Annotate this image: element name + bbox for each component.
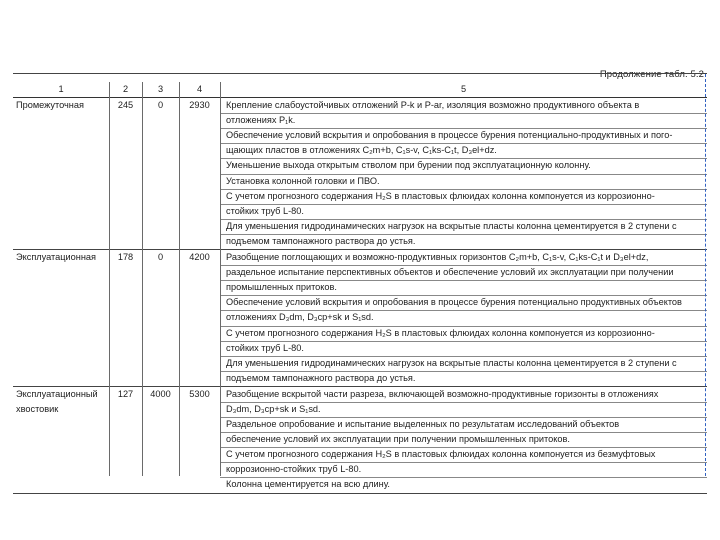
casing-diameter [109, 234, 142, 249]
casing-name [13, 447, 109, 462]
depth-top [142, 356, 179, 371]
casing-name [13, 356, 109, 371]
purpose-text: D₃dm, D₃cp+sk и S₁sd. [226, 403, 321, 414]
casing-diameter [109, 174, 142, 189]
casing-diameter [109, 310, 142, 325]
purpose-line-separator [220, 174, 707, 175]
table-row [13, 341, 707, 356]
depth-bottom [179, 204, 220, 219]
depth-top: 0 [157, 100, 164, 111]
depth-top [142, 204, 179, 219]
casing-name [13, 432, 109, 447]
depth-top [142, 143, 179, 158]
purpose-line-separator [220, 158, 707, 159]
header-col-3: 3 [142, 82, 179, 98]
casing-diameter [109, 219, 142, 234]
table-row [13, 113, 707, 128]
depth-bottom: 4200 [189, 252, 210, 263]
casing-diameter [109, 143, 142, 158]
depth-bottom [179, 371, 220, 386]
casing-diameter [109, 189, 142, 204]
purpose-line-separator [220, 113, 707, 114]
depth-bottom [179, 417, 220, 432]
table-row [13, 128, 707, 143]
purpose-line-separator [220, 326, 707, 327]
depth-bottom [179, 447, 220, 462]
table-row [13, 356, 707, 371]
casing-diameter [109, 295, 142, 310]
table-caption: Продолжение табл. 5.2 [599, 69, 704, 80]
casing-diameter [109, 326, 142, 341]
purpose-text: С учетом прогнозного содержания H₂S в пластовых флюидах колонна компонуется из коррозионно- [226, 190, 655, 201]
depth-bottom: 2930 [189, 100, 210, 111]
purpose-line-separator [220, 143, 707, 144]
purpose-line-separator [220, 402, 707, 403]
table-row [13, 189, 707, 204]
depth-bottom: 5300 [189, 388, 210, 399]
depth-bottom [179, 402, 220, 417]
section-3 [13, 386, 707, 493]
page-edge-dashed [705, 74, 706, 476]
casing-name [13, 219, 109, 234]
depth-bottom [179, 477, 220, 492]
purpose-text: подъемом тампонажного раствора до устья. [226, 235, 416, 246]
table-row [13, 204, 707, 219]
casing-name [13, 310, 109, 325]
purpose-line-separator [220, 189, 707, 190]
table-row [13, 310, 707, 325]
purpose-text: Разобщение поглощающих и возможно-продуктивных горизонтов C₂m+b, C₁s-v, C₁ks-C₁t и D₃el+dz, [226, 252, 649, 263]
purpose-text: Для уменьшения гидродинамических нагрузок на вскрытые пласты колонна цементируется в 2 ступени с [226, 357, 677, 368]
purpose-text: Крепление слабоустойчивых отложений P-k и P-ar, изоляция возможно продуктивного объекта в [226, 100, 640, 111]
casing-name [13, 280, 109, 295]
table-row [13, 280, 707, 295]
casing-name [13, 477, 109, 492]
casing-name: хвостовик [16, 403, 59, 414]
depth-top [142, 417, 179, 432]
depth-top [142, 447, 179, 462]
casing-name [13, 234, 109, 249]
purpose-line-separator [220, 265, 707, 266]
casing-diameter [109, 265, 142, 280]
depth-top [142, 310, 179, 325]
purpose-text: обеспечение условий их эксплуатации при получении промышленных притоков. [226, 434, 570, 445]
purpose-text: промышленных притоков. [226, 282, 337, 293]
purpose-text: отложениях D₃dm, D₃cp+sk и S₁sd. [226, 312, 374, 323]
depth-bottom [179, 189, 220, 204]
purpose-line-separator [220, 219, 707, 220]
depth-bottom [179, 219, 220, 234]
casing-diameter [109, 128, 142, 143]
casing-name [13, 113, 109, 128]
purpose-line-separator [220, 447, 707, 448]
depth-bottom [179, 462, 220, 477]
casing-name [13, 158, 109, 173]
casing-name [13, 174, 109, 189]
table-row [13, 143, 707, 158]
purpose-line-separator [220, 341, 707, 342]
table-row [13, 417, 707, 432]
purpose-line-separator [220, 417, 707, 418]
depth-bottom [179, 326, 220, 341]
depth-top [142, 477, 179, 492]
depth-bottom [179, 356, 220, 371]
depth-bottom [179, 341, 220, 356]
header-col-1: 1 [13, 82, 109, 98]
depth-top [142, 158, 179, 173]
casing-diameter [109, 402, 142, 417]
casing-diameter [109, 280, 142, 295]
purpose-text: стойких труб L-80. [226, 205, 304, 216]
table-row [13, 174, 707, 189]
table-row [13, 387, 707, 402]
col-divider-1 [109, 82, 110, 476]
casing-diameter [109, 371, 142, 386]
casing-diameter [109, 356, 142, 371]
col-divider-3 [179, 82, 180, 476]
depth-bottom [179, 113, 220, 128]
depth-top [142, 174, 179, 189]
casing-name [13, 128, 109, 143]
depth-top [142, 402, 179, 417]
purpose-text: щающих пластов в отложениях C₂m+b, C₁s-v, C₁ks-C₁t, D₃el+dz. [226, 145, 497, 156]
depth-bottom [179, 128, 220, 143]
purpose-text: Колонна цементируется на всю длину. [226, 479, 390, 490]
depth-bottom [179, 234, 220, 249]
casing-name [13, 265, 109, 280]
purpose-line-separator [220, 234, 707, 235]
purpose-line-separator [220, 280, 707, 281]
depth-top [142, 341, 179, 356]
purpose-text: С учетом прогнозного содержания H₂S в пластовых флюидах колонна компонуется из коррозионно- [226, 327, 655, 338]
depth-top [142, 189, 179, 204]
casing-diameter [109, 432, 142, 447]
table-row [13, 250, 707, 265]
depth-bottom [179, 158, 220, 173]
casing-name: Эксплуатационная [16, 252, 97, 263]
header-col-5: 5 [220, 82, 707, 98]
casing-diameter [109, 113, 142, 128]
depth-top [142, 113, 179, 128]
casing-name: Эксплуатационный [16, 388, 98, 399]
table-row [13, 477, 707, 492]
casing-name [13, 204, 109, 219]
section-1 [13, 98, 707, 249]
table-row [13, 219, 707, 234]
casing-name [13, 462, 109, 477]
casing-diameter [109, 204, 142, 219]
purpose-line-separator [220, 356, 707, 357]
table-row [13, 158, 707, 173]
purpose-line-separator [220, 310, 707, 311]
table-row [13, 462, 707, 477]
header-col-2: 2 [109, 82, 142, 98]
purpose-line-separator [220, 432, 707, 433]
table-row [13, 98, 707, 113]
table-row [13, 447, 707, 462]
depth-top [142, 371, 179, 386]
purpose-text: коррозионно-стойких труб L-80. [226, 464, 362, 475]
casing-name [13, 417, 109, 432]
purpose-text: Установка колонной головки и ПВО. [226, 175, 380, 186]
depth-top: 4000 [150, 388, 171, 399]
casing-diameter: 127 [117, 388, 134, 399]
purpose-line-separator [220, 128, 707, 129]
purpose-text: С учетом прогнозного содержания H₂S в пластовых флюидах колонна компонуется из безмуфтовых [226, 449, 656, 460]
depth-bottom [179, 280, 220, 295]
depth-top [142, 295, 179, 310]
col-divider-4 [220, 82, 221, 476]
casing-diameter [109, 158, 142, 173]
depth-top [142, 265, 179, 280]
depth-bottom [179, 310, 220, 325]
casing-name [13, 371, 109, 386]
casing-diameter: 245 [117, 100, 134, 111]
casing-name [13, 143, 109, 158]
casing-diameter [109, 462, 142, 477]
purpose-text: Раздельное опробование и испытание выделенных по результатам исследований объектов [226, 419, 620, 430]
casing-name [13, 341, 109, 356]
purpose-text: отложениях P₁k. [226, 115, 296, 126]
casing-name [13, 326, 109, 341]
depth-top [142, 462, 179, 477]
casing-diameter: 178 [117, 252, 134, 263]
table-header-row [13, 82, 707, 98]
purpose-text: подъемом тампонажного раствора до устья. [226, 372, 416, 383]
depth-top [142, 432, 179, 447]
table-row [13, 326, 707, 341]
section-2 [13, 249, 707, 386]
casing-diameter [109, 417, 142, 432]
depth-top [142, 219, 179, 234]
casing-name [13, 295, 109, 310]
casing-diameter [109, 341, 142, 356]
casing-table [13, 82, 707, 494]
casing-diameter [109, 477, 142, 492]
table-top-border [13, 73, 707, 74]
depth-top [142, 326, 179, 341]
depth-bottom [179, 174, 220, 189]
purpose-text: Обеспечение условий вскрытия и опробования в процессе бурения потенциально-продуктивных и пого- [226, 130, 673, 141]
col-divider-2 [142, 82, 143, 476]
depth-bottom [179, 295, 220, 310]
table-row [13, 295, 707, 310]
depth-bottom [179, 432, 220, 447]
purpose-line-separator [220, 477, 707, 478]
header-col-4: 4 [179, 82, 220, 98]
casing-name: Промежуточная [16, 100, 84, 111]
table-row [13, 402, 707, 417]
depth-top [142, 128, 179, 143]
depth-bottom [179, 265, 220, 280]
depth-top [142, 280, 179, 295]
purpose-text: раздельное испытание перспективных объектов и обеспечение условий их эксплуатации при получении [226, 267, 674, 278]
table-row [13, 371, 707, 386]
casing-diameter [109, 447, 142, 462]
purpose-text: стойких труб L-80. [226, 342, 304, 353]
depth-top [142, 234, 179, 249]
purpose-text: Уменьшение выхода открытым стволом при бурении под эксплуатационную колонну. [226, 160, 591, 171]
depth-top: 0 [157, 252, 164, 263]
purpose-text: Для уменьшения гидродинамических нагрузок на вскрытые пласты колонна цементируется в 2 ступени с [226, 220, 677, 231]
purpose-line-separator [220, 462, 707, 463]
depth-bottom [179, 143, 220, 158]
table-row [13, 432, 707, 447]
table-row [13, 234, 707, 249]
casing-name [13, 189, 109, 204]
purpose-text: Разобщение вскрытой части разреза, включающей возможно-продуктивные горизонты в отложениях [226, 388, 659, 399]
purpose-line-separator [220, 371, 707, 372]
purpose-text: Обеспечение условий вскрытия и опробования в процессе бурения потенциально продуктивных объектов [226, 297, 682, 308]
table-bottom-border [13, 493, 707, 494]
table-body [13, 98, 707, 493]
purpose-line-separator [220, 204, 707, 205]
purpose-line-separator [220, 295, 707, 296]
table-row [13, 265, 707, 280]
